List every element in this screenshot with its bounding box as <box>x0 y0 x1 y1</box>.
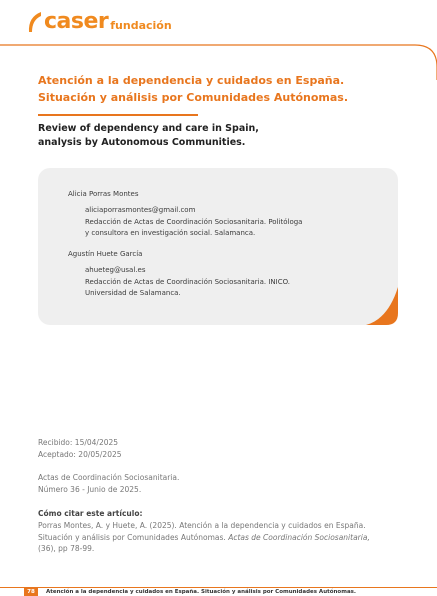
citation-line: Porras Montes, A. y Huete, A. (2025). Atención a la dependencia y cuidados en España. <box>38 521 366 530</box>
author-email[interactable]: aliciaporrasmontes@gmail.com <box>85 206 196 214</box>
journal-issue: Número 36 - Junio de 2025. <box>38 485 142 494</box>
card-corner-accent-icon <box>366 287 398 325</box>
received-date: Recibido: 15/04/2025 <box>38 438 119 447</box>
author-block <box>68 249 291 297</box>
journal-name: Actas de Coordinación Sociosanitaria. <box>38 473 180 482</box>
citation-plain: Situación y análisis por Comunidades Autónomas. <box>38 532 229 542</box>
caser-fundacion-logo <box>26 9 172 33</box>
title-divider <box>38 114 198 116</box>
author-name: Agustín Huete García <box>68 250 143 258</box>
journal-info <box>38 472 179 496</box>
title-en-line: analysis by Autonomous Communities. <box>38 137 246 148</box>
citation-line <box>38 532 388 544</box>
logo-swoosh-icon <box>26 11 42 33</box>
citation-line: (36), pp 78-99. <box>38 544 95 553</box>
title-es-line: Atención a la dependencia y cuidados en España. <box>38 74 345 87</box>
citation-text <box>38 520 388 555</box>
citation-journal-italic: Actas de Coordinación Sociosanitaria, <box>228 532 370 542</box>
article-title-spanish <box>38 72 398 106</box>
logo-wordmark: caser <box>44 9 109 34</box>
author-details <box>85 265 325 300</box>
accepted-date: Aceptado: 20/05/2025 <box>38 450 122 459</box>
author-email[interactable]: ahueteg@usal.es <box>85 266 146 274</box>
running-title: Atención a la dependencia y cuidados en España. Situación y análisis por Comunidades Autónomas. <box>46 589 357 595</box>
page-number: 78 <box>24 588 38 596</box>
author-name: Alicia Porras Montes <box>68 190 139 198</box>
citation-heading: Cómo citar este artículo: <box>38 509 143 518</box>
article-title-english <box>38 122 398 150</box>
author-affiliation-line: Universidad de Salamanca. <box>85 289 181 297</box>
author-details <box>85 205 325 240</box>
title-en-line: Review of dependency and care in Spain, <box>38 123 259 134</box>
author-affiliation-line: y consultora en investigación social. Salamanca. <box>85 229 256 237</box>
author-affiliation-line: Redacción de Actas de Coordinación Sociosanitaria. Politóloga <box>85 217 303 226</box>
submission-dates <box>38 437 122 461</box>
title-es-line: Situación y análisis por Comunidades Autónomas. <box>38 91 349 104</box>
author-affiliation-line: Redacción de Actas de Coordinación Sociosanitaria. INICO. <box>85 277 291 286</box>
logo-subtitle: fundación <box>110 19 172 32</box>
author-block <box>68 189 303 237</box>
